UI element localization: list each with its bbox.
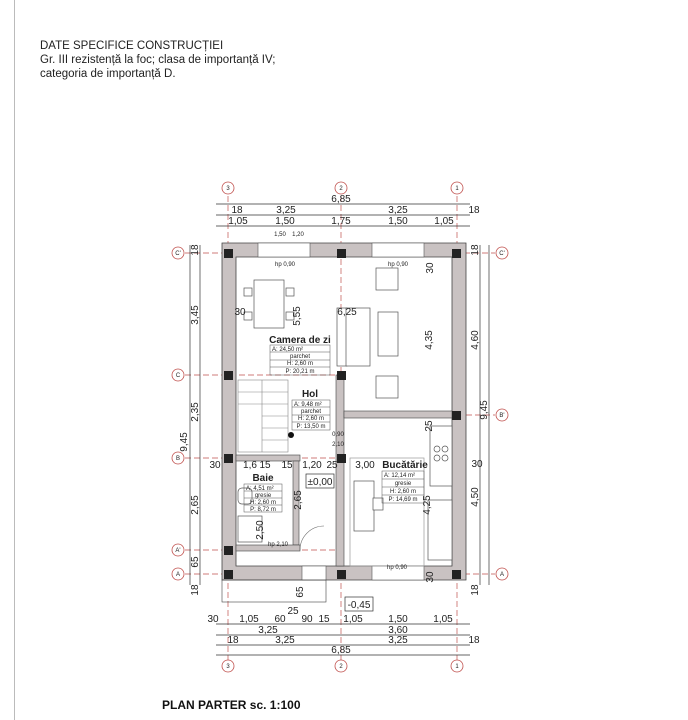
dim-bot-f: 1,05 xyxy=(343,614,363,625)
dim-16: 1,6 xyxy=(243,460,257,471)
dim-top-d: 18 xyxy=(468,205,480,216)
room-name: Camera de zi xyxy=(269,335,331,346)
dim-bot-m: 3,25 xyxy=(388,635,408,646)
grid-row-c-prime: C' xyxy=(175,251,181,257)
dim-top-h: 1,50 xyxy=(388,216,408,227)
dim-right-30b: 30 xyxy=(471,459,483,470)
room-height: H: 2,60 m xyxy=(389,489,417,495)
dim-bot-l: 3,25 xyxy=(275,635,295,646)
grid-row-c: C xyxy=(175,373,181,379)
room-area: A: 24,50 m² xyxy=(272,347,304,353)
dim-bot-h: 1,05 xyxy=(433,614,453,625)
specs-line-3: categoria de importanță D. xyxy=(40,68,176,80)
dim-top-total: 6,85 xyxy=(331,194,351,205)
dim-bot-g: 1,50 xyxy=(388,614,408,625)
dim-210: 2,10 xyxy=(332,442,344,448)
floor-level: ±0,00 xyxy=(307,477,333,488)
dim-right-a: 18 xyxy=(470,244,481,256)
room-perimeter: P: 8,72 m xyxy=(250,507,276,513)
dim-bot-a: 30 xyxy=(207,614,219,625)
level-marker xyxy=(288,432,294,438)
room-name: Bucătărie xyxy=(382,460,428,471)
dim-bot-e: 15 xyxy=(318,614,330,625)
dim-300: 3,00 xyxy=(355,460,375,471)
grid-row-b: B xyxy=(175,456,181,462)
room-name: Hol xyxy=(301,389,319,400)
sill-2: 1,20 xyxy=(292,232,304,238)
room-height: H: 2,60 m xyxy=(297,416,325,422)
room-floor: parchet xyxy=(289,354,311,360)
dim-25: 25 xyxy=(424,420,435,432)
plan-title: PLAN PARTER sc. 1:100 xyxy=(162,698,301,712)
dim-625: 6,25 xyxy=(337,307,357,318)
dim-top-b: 3,25 xyxy=(276,205,296,216)
dim-30-left: 30 xyxy=(209,460,221,471)
grid-col-1-bottom: 1 xyxy=(455,664,459,670)
sill-1: 1,50 xyxy=(274,232,286,238)
room-camera-de-zi xyxy=(269,335,331,375)
dim-left-total: 9,45 xyxy=(179,432,190,452)
room-floor: parchet xyxy=(300,409,322,415)
dim-bot-j: 3,60 xyxy=(388,625,408,636)
room-name: Baie xyxy=(252,473,274,484)
room-perimeter: P: 13,50 m xyxy=(296,424,326,430)
dim-bot-c: 60 xyxy=(274,614,286,625)
staircase xyxy=(238,380,288,452)
dim-left-e: 65 xyxy=(190,556,201,568)
dim-bot-k: 18 xyxy=(227,635,239,646)
grid-row-b-prime: B' xyxy=(499,413,505,419)
dim-090: 0,90 xyxy=(332,432,344,438)
dim-left-a: 18 xyxy=(190,244,201,256)
hp-1: hp 0,90 xyxy=(274,262,296,268)
dim-65: 65 xyxy=(295,586,306,598)
dim-bot-b: 1,05 xyxy=(239,614,259,625)
dim-250: 2,50 xyxy=(255,520,266,540)
dim-30: 30 xyxy=(234,307,246,318)
room-perimeter: P: 14,69 m xyxy=(388,497,418,503)
dim-bot-25: 25 xyxy=(287,606,299,617)
room-hol xyxy=(292,389,330,430)
dim-15a: 15 xyxy=(259,460,271,471)
grid-col-3: 3 xyxy=(226,186,230,192)
bottom-dimensions xyxy=(207,606,480,656)
exterior-level: -0,45 xyxy=(347,600,371,611)
dim-right-c: 4,50 xyxy=(470,487,481,507)
hp-210: hp 2,10 xyxy=(267,542,289,548)
room-area: A: 12,14 m² xyxy=(384,473,416,479)
dim-right-30a: 30 xyxy=(425,262,436,274)
room-height: H: 2,60 m xyxy=(286,361,314,367)
hp-090: hp 0,90 xyxy=(386,565,408,571)
dim-15b: 15 xyxy=(281,460,293,471)
dim-265: 2,65 xyxy=(293,490,304,510)
dim-right-b: 4,60 xyxy=(470,330,481,350)
dim-bot-i: 3,25 xyxy=(258,625,278,636)
dim-left-b: 3,45 xyxy=(190,305,201,325)
dim-555: 5,55 xyxy=(292,306,303,326)
dim-top-f: 1,50 xyxy=(275,216,295,227)
grid-row-a-right: A xyxy=(499,572,505,578)
dim-bot-total: 6,85 xyxy=(331,645,351,656)
dim-top-i: 1,05 xyxy=(434,216,454,227)
room-area: A: 4,51 m² xyxy=(246,486,274,492)
dim-left-f: 18 xyxy=(190,584,201,596)
inner-dimensions xyxy=(209,306,435,598)
grid-col-2: 2 xyxy=(339,186,343,192)
specs-line-2: Gr. III rezistență la foc; clasa de importanță IV; xyxy=(40,54,276,66)
grid-col-2-bottom: 2 xyxy=(339,664,343,670)
dim-425: 4,25 xyxy=(422,495,433,515)
grid-row-a-prime: A' xyxy=(175,548,181,554)
dim-top-c: 3,25 xyxy=(388,205,408,216)
hp-2: hp 0,90 xyxy=(387,262,409,268)
room-floor: gresie xyxy=(254,493,272,499)
dim-inner-435: 4,35 xyxy=(424,330,435,350)
room-height: H: 2,60 m xyxy=(249,500,277,506)
dim-25b: 25 xyxy=(326,460,338,471)
dim-left-d: 2,65 xyxy=(190,495,201,515)
dim-right-total: 9,45 xyxy=(479,400,490,420)
dim-right-30c: 30 xyxy=(425,571,436,583)
dim-bot-n: 18 xyxy=(468,635,480,646)
entry-door-swing xyxy=(300,526,324,550)
room-floor: gresie xyxy=(394,481,412,487)
grid-col-3-bottom: 3 xyxy=(226,664,230,670)
dim-top-g: 1,75 xyxy=(331,216,351,227)
dim-top-a: 18 xyxy=(231,205,243,216)
room-perimeter: P: 20,21 m xyxy=(285,369,315,375)
dim-120: 1,20 xyxy=(302,460,322,471)
specs-title: DATE SPECIFICE CONSTRUCȚIEI xyxy=(40,40,224,52)
dim-right-d: 18 xyxy=(470,584,481,596)
grid-row-a: A xyxy=(175,572,181,578)
grid-col-1: 1 xyxy=(455,186,459,192)
grid-row-c-prime-right: C' xyxy=(499,251,505,257)
dim-left-c: 2,35 xyxy=(190,402,201,422)
room-area: A: 9,48 m² xyxy=(294,402,322,408)
dim-bot-d: 90 xyxy=(301,614,313,625)
dim-top-e: 1,05 xyxy=(228,216,248,227)
